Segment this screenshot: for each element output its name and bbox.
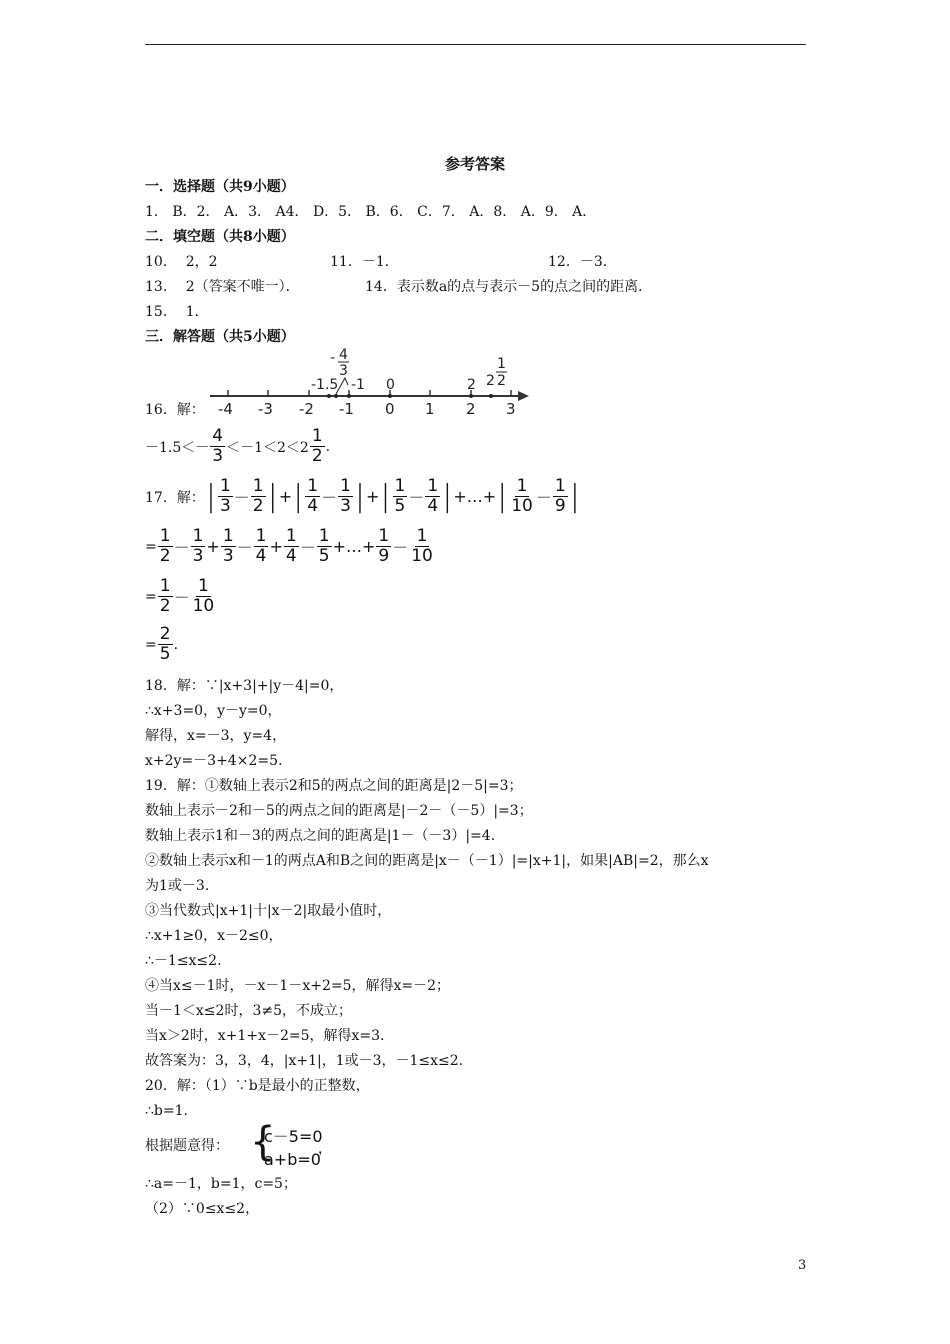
point-label-minus-4-3-num: 4	[339, 347, 348, 363]
fraction: $\frac{2}{5}$	[159, 624, 171, 664]
fraction: $\frac{1}{2}$	[159, 526, 171, 566]
point-label-2-1-2-num: 1	[497, 356, 506, 372]
equation-system-brace: {	[250, 1119, 276, 1165]
fraction: 1 2	[311, 426, 323, 466]
point-marker	[469, 394, 473, 398]
section-heading-choice: 一．选择题（共9小题）	[145, 179, 295, 195]
point-label-minus-1: -1	[351, 377, 365, 393]
tick-label: 1	[425, 400, 435, 418]
q17-expression: 17．解： | 1 3 － 1 2 | + | 1 4 － 1 3 | + | 1 5 － 1 4 | +…+ | 1 10 － 1 9 |	[145, 476, 580, 516]
point-label-2: 2	[467, 377, 476, 393]
q19-line-10: 当－1＜x≤2时，3≠5，不成立；	[145, 1003, 352, 1019]
q20-line-3: 根据题意得：	[145, 1138, 229, 1154]
tick-label: -2	[299, 400, 314, 418]
q18-line-2: ∴x+3=0，y－y=0，	[145, 703, 282, 719]
q19-line-9: ④当x≤－1时，－x－1－x+2=5，解得x=－2；	[145, 978, 451, 994]
choice-answers: 1． B．2． A．3． A4． D．5． B．6． C．7． A．8． A．9． A．	[145, 204, 597, 220]
q19-line-3: 数轴上表示1和－3的两点之间的距离是|1－（－3）|=4.	[145, 828, 496, 844]
fill-q13: 13． 2（答案不唯一）．	[145, 279, 300, 295]
fraction: 1 5	[318, 526, 330, 566]
tick-label: 3	[506, 400, 516, 418]
point-label-minus-1.5: -1.5	[311, 377, 339, 393]
point-label-0: 0	[386, 377, 395, 393]
point-marker	[334, 394, 338, 398]
fill-q15: 15． 1．	[145, 304, 209, 320]
fraction: 1 4	[307, 476, 319, 516]
number-line-figure	[205, 345, 540, 420]
tick-label: -1	[339, 400, 354, 418]
q17-result: = $\frac{2}{5}$ .	[145, 624, 179, 664]
fraction: 1 10	[411, 526, 433, 566]
fraction: 1 10	[192, 576, 215, 616]
q19-line-2: 数轴上表示－2和－5的两点之间的距离是|－2－（－5）|=3；	[145, 803, 533, 819]
fraction: 1 9	[554, 476, 566, 516]
q19-line-4: ②数轴上表示x和－1的两点A和B之间的距离是|x－（－1）|=|x+1|，如果|AB|=2，那么x	[145, 853, 709, 869]
tick-label: -3	[258, 400, 273, 418]
fill-q10: 10． 2，2	[145, 254, 218, 270]
point-marker	[388, 394, 392, 398]
header-rule	[145, 44, 806, 45]
tick-label: 0	[385, 400, 395, 418]
section-heading-solve: 三．解答题（共5小题）	[145, 329, 295, 345]
q16-inequality: －1.5＜－ 4 3 ＜－1＜2＜2 1 2 .	[145, 426, 331, 466]
q19-line-7: ∴x+1≥0，x－2≤0，	[145, 928, 283, 944]
point-label-minus-4-3-sign: -	[330, 350, 336, 366]
q19-line-12: 故答案为：3，3，4，|x+1|，1或－3，－1≤x≤2.	[145, 1053, 464, 1069]
tick-label: 2	[466, 400, 476, 418]
page-number: 3	[798, 1258, 807, 1273]
equation-system-line-1: c－5=0	[264, 1127, 323, 1146]
q18-line-4: x+2y=－3+4×2=5.	[145, 753, 283, 769]
number-line-arrow	[518, 391, 529, 401]
fraction: 1 4	[427, 476, 439, 516]
q20-line-1: 20．解：（1）∵b是最小的正整数，	[145, 1078, 370, 1094]
fraction: $\frac{1}{3}$	[222, 526, 234, 566]
point-label-2-1-2-whole: 2	[486, 373, 495, 389]
q20-line-5: （2）∵0≤x≤2，	[145, 1201, 260, 1217]
fill-q14: 14．表示数a的点与表示－5的点之间的距离．	[365, 279, 653, 295]
q17-step-1: = $\frac{1}{2}$ － 1 3 + $\frac{1}{3}$ － 1 4 + $\frac{1}{4}$ － 1 5 +…+ $\frac{1}{9}$ － 1 10	[145, 526, 433, 566]
section-heading-fill: 二．填空题（共8小题）	[145, 229, 295, 245]
point-marker	[347, 394, 351, 398]
page-title: 参考答案	[444, 155, 505, 173]
equation-system-line-2: a+b=0	[264, 1150, 321, 1169]
q19-line-1: 19．解：①数轴上表示2和5的两点之间的距离是|2－5|=3；	[145, 778, 523, 794]
fraction: $\frac{1}{4}$	[285, 526, 297, 566]
q18-line-1: 18．解：∵|x+3|+|y－4|=0，	[145, 678, 344, 694]
q18-line-3: 解得，x=－3，y=4，	[145, 728, 287, 744]
point-marker	[327, 394, 331, 398]
point-label-minus-4-3-den: 3	[339, 363, 348, 379]
fraction: 1 5	[394, 476, 406, 516]
point-label-2-1-2-den: 2	[497, 373, 506, 389]
q19-line-5: 为1或－3.	[145, 878, 210, 894]
fraction: 1 4	[255, 526, 267, 566]
fill-q12: 12．－3．	[548, 254, 617, 270]
q19-line-6: ③当代数式|x+1|十|x－2|取最小值时，	[145, 903, 392, 919]
fraction: 1 2	[252, 476, 264, 516]
q19-line-8: ∴－1≤x≤2.	[145, 953, 222, 969]
q19-line-11: 当x＞2时，x+1+x－2=5，解得x=3.	[145, 1028, 385, 1044]
fill-q11: 11．－1．	[330, 254, 399, 270]
q17-step-2: = $\frac{1}{2}$ － 1 10	[145, 576, 215, 616]
tick-label: -4	[218, 400, 233, 418]
fraction: 1 3	[192, 526, 204, 566]
point-marker	[489, 394, 493, 398]
fraction: $\frac{1}{2}$	[159, 576, 171, 616]
fraction: $\frac{1}{9}$	[378, 526, 390, 566]
q16-label: 16．解：	[145, 402, 205, 418]
fraction: 1 3	[340, 476, 351, 516]
q20-line-4: ∴a=－1，b=1，c=5；	[145, 1176, 297, 1192]
fraction: 1 10	[511, 476, 533, 516]
fraction: 1 3	[219, 476, 231, 516]
fraction: 4 3	[212, 426, 224, 466]
equation-system-end: ，	[318, 1141, 332, 1157]
q20-line-2: ∴b=1.	[145, 1103, 188, 1119]
